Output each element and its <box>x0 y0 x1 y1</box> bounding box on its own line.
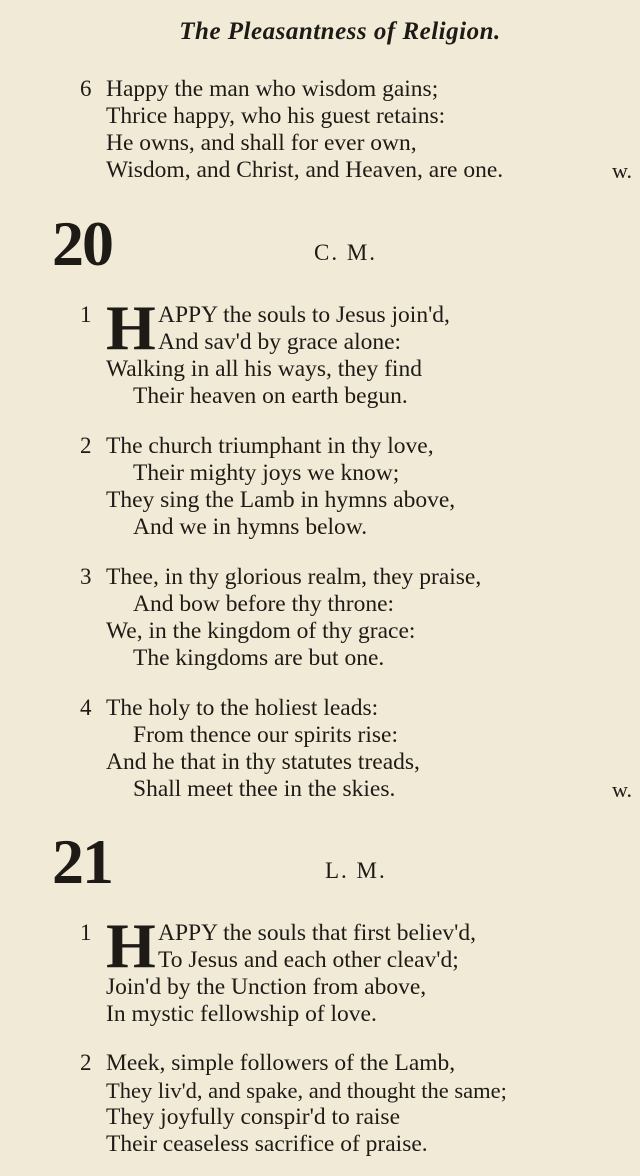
stanza-line: Walking in all his ways, they find <box>106 356 422 382</box>
stanza-line: They liv'd, and spake, and thought the same; <box>106 1078 507 1103</box>
stanza-number: 4 <box>80 695 92 720</box>
stanza-line: Their heaven on earth begun. <box>133 383 408 409</box>
author-mark: w. <box>612 158 632 183</box>
stanza-line: APPY the souls that first believ'd, <box>158 920 476 946</box>
verse-line: Thrice happy, who his guest retains: <box>106 103 446 129</box>
stanza-line: In mystic fellowship of love. <box>106 1001 377 1027</box>
stanza-line: Meek, simple followers of the Lamb, <box>106 1050 456 1076</box>
stanza-line: And he that in thy statutes treads, <box>106 749 420 775</box>
stanza-line: To Jesus and each other cleav'd; <box>158 947 459 973</box>
verse-line: He owns, and shall for ever own, <box>106 130 417 156</box>
verse-line: Wisdom, and Christ, and Heaven, are one. <box>106 157 504 183</box>
stanza-line: Shall meet thee in the skies. <box>133 776 396 802</box>
stanza-line: Thee, in thy glorious realm, they praise, <box>106 564 482 590</box>
drop-cap: H <box>106 292 156 363</box>
stanza-number: 2 <box>80 1050 92 1075</box>
hymn-number: 21 <box>52 826 112 897</box>
stanza-number: 1 <box>80 302 92 327</box>
stanza-line: The holy to the holiest leads: <box>106 695 379 721</box>
stanza-line: They sing the Lamb in hymns above, <box>106 487 456 513</box>
stanza-number: 1 <box>80 920 92 945</box>
stanza-line: Join'd by the Unction from above, <box>106 974 427 1000</box>
stanza-line: And bow before thy throne: <box>133 591 395 617</box>
running-header: The Pleasantness of Religion. <box>179 18 501 45</box>
stanza-line: We, in the kingdom of thy grace: <box>106 618 416 644</box>
stanza-line: The church triumphant in thy love, <box>106 433 434 459</box>
stanza-number: 3 <box>80 564 92 589</box>
drop-cap: H <box>106 910 156 981</box>
stanza-line: They joyfully conspir'd to raise <box>106 1104 401 1130</box>
verse-line: Happy the man who wisdom gains; <box>106 76 439 102</box>
stanza-line: APPY the souls to Jesus join'd, <box>158 302 450 328</box>
hymn-meter: L. M. <box>325 858 387 883</box>
stanza-line: From thence our spirits rise: <box>133 722 398 748</box>
author-mark: w. <box>612 777 632 802</box>
stanza-line: And we in hymns below. <box>133 514 368 540</box>
stanza-number: 2 <box>80 433 92 458</box>
hymn-meter: C. M. <box>314 240 378 265</box>
hymn-number: 20 <box>52 208 112 279</box>
verse-number: 6 <box>80 76 92 101</box>
stanza-line: Their mighty joys we know; <box>133 460 400 486</box>
stanza-line: Their ceaseless sacrifice of praise. <box>106 1131 428 1157</box>
stanza-line: And sav'd by grace alone: <box>158 329 402 355</box>
stanza-line: The kingdoms are but one. <box>133 645 385 671</box>
